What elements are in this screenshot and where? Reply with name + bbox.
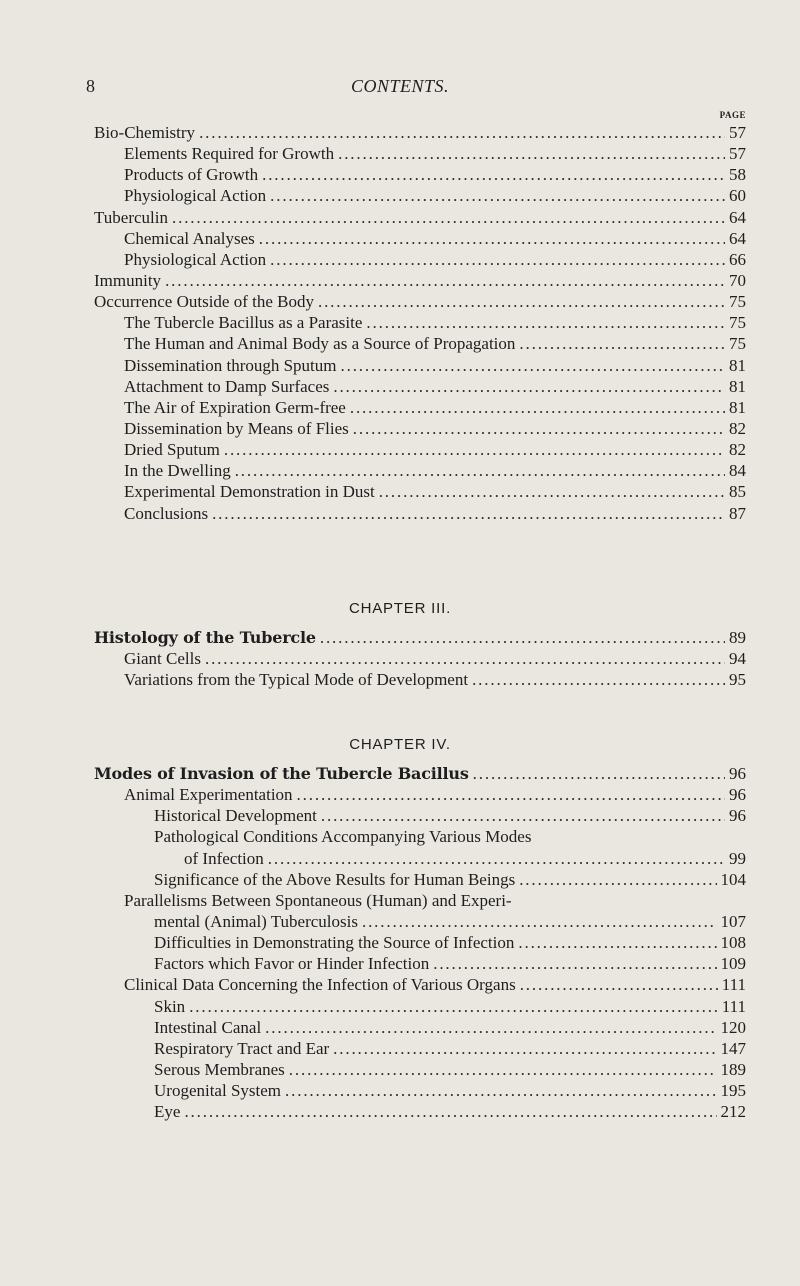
toc-entry-title: Intestinal Canal — [154, 1017, 262, 1037]
toc-entry-title: Modes of Invasion of the Tubercle Bacillus — [94, 764, 469, 783]
toc-entry — [94, 481, 746, 502]
leader-dots — [297, 784, 725, 805]
toc-entry-page: 64 — [729, 207, 746, 227]
toc-entry-title: Dissemination by Means of Flies — [124, 418, 349, 438]
toc-section-a — [94, 122, 746, 524]
toc-entry-page: 195 — [720, 1081, 746, 1101]
toc-entry-title: Products of Growth — [124, 165, 259, 185]
toc-entry-page: 82 — [729, 440, 746, 460]
page-column-label: PAGE — [719, 110, 746, 120]
leader-dots — [362, 911, 717, 932]
toc-entry — [94, 869, 746, 890]
toc-entry — [94, 460, 746, 481]
toc-entry-page: 75 — [729, 313, 746, 333]
toc-entry — [94, 996, 746, 1017]
toc-entry-title: Serous Membranes — [154, 1059, 285, 1079]
leader-dots — [172, 207, 725, 228]
toc-entry — [94, 1101, 746, 1122]
leader-dots — [520, 974, 718, 995]
leader-dots — [321, 805, 725, 826]
leader-dots — [518, 932, 716, 953]
toc-entry-page: 189 — [720, 1059, 746, 1079]
toc-entry-title: Bio-Chemistry — [94, 123, 196, 142]
toc-entry — [94, 333, 746, 354]
leader-dots — [519, 333, 725, 354]
toc-entry-page: 107 — [720, 911, 746, 931]
toc-chapter-3 — [94, 627, 746, 690]
toc-entry-page: 96 — [729, 806, 746, 826]
leader-dots — [199, 122, 725, 143]
chapter-3-heading: CHAPTER III. — [348, 600, 452, 617]
leader-dots — [338, 143, 725, 164]
toc-entry-title: The Air of Expiration Germ-free — [124, 397, 346, 417]
toc-entry-page: 82 — [729, 418, 746, 438]
toc-entry-title: Conclusions — [124, 503, 209, 523]
toc-entry-title: Giant Cells — [124, 649, 201, 669]
chapter-4-heading: CHAPTER IV. — [349, 736, 451, 753]
toc-entry-title: mental (Animal) Tuberculosis — [154, 911, 358, 931]
leader-dots — [519, 869, 716, 890]
toc-entry — [94, 648, 746, 669]
toc-entry — [94, 669, 746, 690]
toc-entry-page: 96 — [729, 764, 746, 783]
toc-entry-title: In the Dwelling — [124, 461, 231, 481]
toc-entry — [94, 784, 746, 805]
toc-entry-title: Dried Sputum — [124, 440, 220, 460]
toc-entry-title: Immunity — [94, 270, 162, 290]
leader-dots — [224, 439, 725, 460]
toc-entry-page: 58 — [729, 165, 746, 185]
toc-entry-title: Physiological Action — [124, 186, 267, 206]
toc-entry-page: 95 — [729, 670, 746, 690]
toc-entry-title: Difficulties in Demonstrating the Source of Infection — [154, 933, 515, 953]
leader-dots — [472, 669, 725, 690]
toc-entry-title: Historical Development — [154, 806, 317, 826]
toc-entry-page: 104 — [720, 869, 746, 889]
toc-entry — [94, 228, 746, 249]
leader-dots — [333, 376, 725, 397]
toc-entry — [94, 848, 746, 869]
leader-dots — [353, 418, 725, 439]
toc-entry — [94, 143, 746, 164]
toc-entry-page: 87 — [729, 503, 746, 523]
toc-entry — [94, 439, 746, 460]
toc-entry-title: Eye — [154, 1102, 181, 1122]
toc-entry-page: 57 — [729, 123, 746, 142]
toc-entry-page: 64 — [729, 228, 746, 248]
toc-entry — [94, 1038, 746, 1059]
toc-entry — [94, 312, 746, 333]
leader-dots — [350, 397, 725, 418]
leader-dots — [366, 312, 725, 333]
toc-entry-page: 108 — [720, 933, 746, 953]
toc-entry — [94, 1059, 746, 1080]
toc-entry-title: Tuberculin — [94, 207, 168, 227]
toc-entry — [94, 185, 746, 206]
toc-entry — [94, 418, 746, 439]
toc-entry-title: The Tubercle Bacillus as a Parasite — [124, 313, 363, 333]
leader-dots — [341, 355, 726, 376]
toc-entry — [94, 627, 746, 648]
leader-dots — [433, 953, 716, 974]
toc-entry — [94, 911, 746, 932]
leader-dots — [473, 763, 725, 784]
toc-entry — [94, 805, 746, 826]
toc-entry-page: 147 — [720, 1038, 746, 1058]
leader-dots — [333, 1038, 716, 1059]
leader-dots — [262, 164, 725, 185]
toc-entry-title: Dissemination through Sputum — [124, 355, 337, 375]
toc-entry — [94, 397, 746, 418]
toc-entry — [94, 164, 746, 185]
toc-entry-title: Attachment to Damp Surfaces — [124, 376, 330, 396]
toc-entry-title: Occurrence Outside of the Body — [94, 292, 314, 312]
toc-entry-page: 120 — [720, 1017, 746, 1037]
toc-entry-title: Factors which Favor or Hinder Infection — [154, 954, 430, 974]
toc-entry — [94, 376, 746, 397]
toc-entry-title: Variations from the Typical Mode of Development — [124, 670, 469, 690]
toc-entry — [94, 1017, 746, 1038]
toc-entry-title: Physiological Action — [124, 249, 267, 269]
leader-dots — [318, 291, 725, 312]
toc-entry-title: Clinical Data Concerning the Infection of Various Organs — [124, 975, 516, 995]
toc-entry-title: Respiratory Tract and Ear — [154, 1038, 330, 1058]
toc-entry-title: Significance of the Above Results for Human Beings — [154, 869, 516, 889]
toc-entry — [94, 291, 746, 312]
toc-entry-title: Elements Required for Growth — [124, 144, 335, 164]
toc-entry-page: 99 — [729, 848, 746, 868]
toc-entry — [94, 953, 746, 974]
toc-entry — [94, 1080, 746, 1101]
toc-entry-title: Animal Experimentation — [124, 785, 293, 805]
leader-dots — [235, 460, 725, 481]
toc-entry-title: Chemical Analyses — [124, 228, 255, 248]
toc-entry-page: 111 — [721, 996, 746, 1016]
toc-entry — [94, 270, 746, 291]
toc-entry-page: 84 — [729, 461, 746, 481]
toc-entry-title: of Infection — [184, 848, 264, 868]
toc-entry-page: 66 — [729, 249, 746, 269]
toc-entry-page: 81 — [729, 355, 746, 375]
toc-entry — [94, 826, 746, 847]
toc-entry-title: Experimental Demonstration in Dust — [124, 482, 375, 502]
toc-entry — [94, 355, 746, 376]
toc-entry — [94, 207, 746, 228]
toc-entry-title: Histology of the Tubercle — [94, 628, 316, 647]
toc-entry-page: 57 — [729, 144, 746, 164]
leader-dots — [320, 627, 725, 648]
leader-dots — [189, 996, 718, 1017]
leader-dots — [184, 1101, 716, 1122]
toc-entry-title: Parallelisms Between Spontaneous (Human) and Experi- — [124, 890, 512, 910]
toc-entry-page: 89 — [729, 628, 746, 647]
toc-entry-page: 111 — [721, 975, 746, 995]
toc-entry-title: Pathological Conditions Accompanying Various Modes — [154, 827, 532, 847]
toc-entry — [94, 974, 746, 995]
leader-dots — [270, 185, 725, 206]
toc-entry-page: 85 — [729, 482, 746, 502]
toc-entry-page: 81 — [729, 376, 746, 396]
toc-entry — [94, 890, 746, 911]
leader-dots — [265, 1017, 716, 1038]
toc-entry-page: 109 — [720, 954, 746, 974]
toc-entry — [94, 122, 746, 143]
toc-entry-page: 212 — [720, 1102, 746, 1122]
toc-entry-page: 81 — [729, 397, 746, 417]
toc-entry-page: 96 — [729, 785, 746, 805]
toc-entry — [94, 249, 746, 270]
toc-entry-page: 60 — [729, 186, 746, 206]
toc-entry-title: Urogenital System — [154, 1081, 282, 1101]
leader-dots — [165, 270, 725, 291]
leader-dots — [285, 1080, 716, 1101]
toc-entry-title: The Human and Animal Body as a Source of Propagation — [124, 334, 516, 354]
toc-entry-page: 94 — [729, 649, 746, 669]
page-number: 8 — [86, 76, 95, 96]
leader-dots — [379, 481, 725, 502]
toc-entry — [94, 763, 746, 784]
running-head: CONTENTS. — [350, 76, 450, 96]
leader-dots — [259, 228, 725, 249]
toc-entry-page: 70 — [729, 270, 746, 290]
toc-chapter-4 — [94, 763, 746, 1122]
leader-dots — [205, 648, 725, 669]
toc-entry — [94, 503, 746, 524]
leader-dots — [270, 249, 725, 270]
toc-entry-page: 75 — [729, 334, 746, 354]
leader-dots — [289, 1059, 717, 1080]
leader-dots — [268, 848, 725, 869]
leader-dots — [212, 503, 725, 524]
toc-entry-title: Skin — [154, 996, 186, 1016]
toc-entry — [94, 932, 746, 953]
toc-entry-page: 75 — [729, 292, 746, 312]
